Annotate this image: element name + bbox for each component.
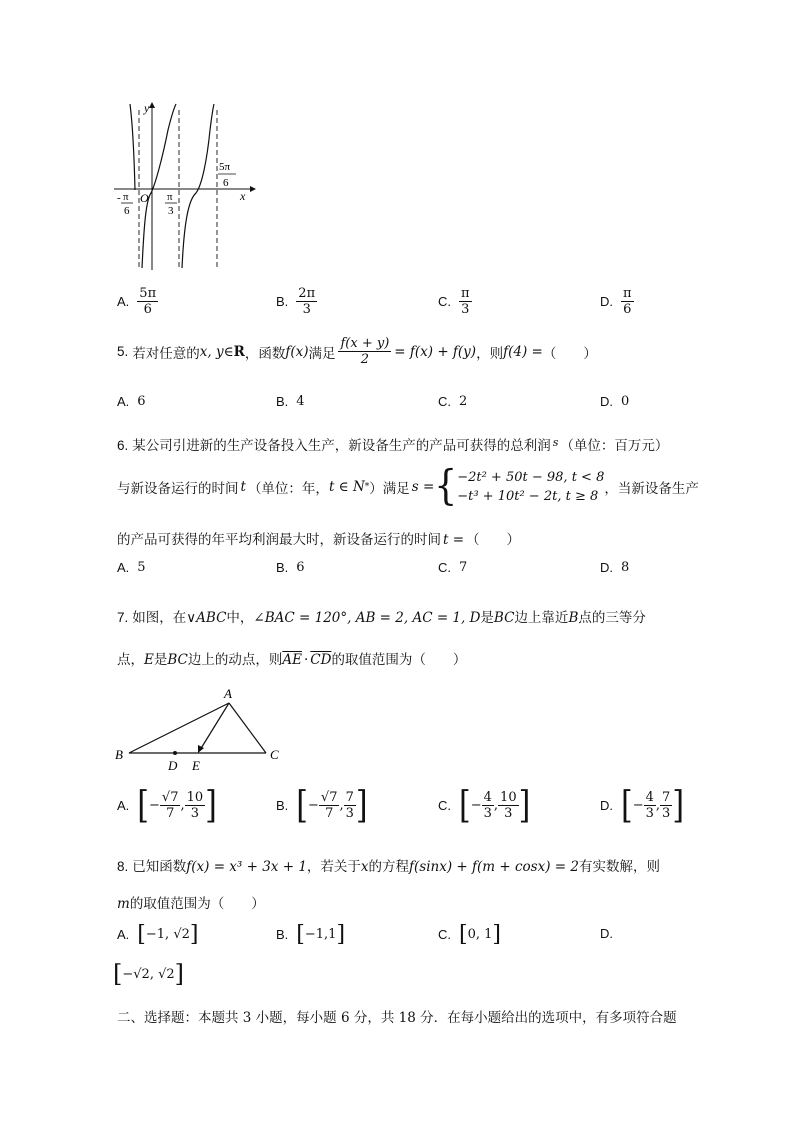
triangle-figure — [110, 683, 290, 773]
q6-option-c[interactable]: C. 7 — [438, 560, 468, 575]
q4-option-a[interactable]: A. $\frac{5\pi}{6}$ — [117, 286, 157, 317]
curve-0 — [130, 104, 135, 190]
q8-option-b[interactable]: B. [ −1,1 ] — [276, 922, 346, 947]
q5-option-b[interactable]: B. 4 — [276, 394, 305, 409]
curve-2 — [182, 104, 214, 268]
section-2-heading: 二、选择题：本题共 3 小题，每小题 6 分，共 18 分．在每小题给出的选项中，有多项符合题 — [117, 1010, 677, 1026]
q7-line-1: 7. 如图，在∨ABC中，∠BAC = 120°, AB = 2, AC = 1, D是BC边上靠近B点的三等分 — [117, 610, 646, 626]
q6-option-d[interactable]: D. 8 — [600, 560, 630, 575]
q7-option-b[interactable]: B. [ − $\frac{√7}{7}$ , $\frac{7}{3}$ ] — [276, 783, 368, 827]
curve-1 — [142, 104, 176, 268]
q7-line-2: 点，E是BC边上的动点，则$\overline{AE} \cdot \overline{CD}$的取值范围为（ ） — [117, 652, 467, 668]
svg-text:6: 6 — [223, 177, 229, 189]
svg-text:5π: 5π — [219, 161, 231, 173]
point-b-label: B — [115, 747, 123, 762]
q4-option-c[interactable]: C. $\frac{\pi}{3}$ — [438, 286, 470, 317]
q7-option-c[interactable]: C. [ − $\frac{4}{3}$ , $\frac{10}{3}$ ] — [438, 783, 531, 827]
q8-option-c[interactable]: C. [ 0, 1 ] — [438, 922, 501, 947]
q4-option-b[interactable]: B. $\frac{2\pi}{3}$ — [276, 286, 316, 317]
q7-option-a[interactable]: A. [ − $\frac{√7}{7}$ , $\frac{10}{3}$ ] — [117, 783, 217, 827]
q8-option-a[interactable]: A. [ −1, √2 ] — [117, 922, 199, 947]
svg-text:π: π — [167, 191, 173, 203]
q6-line-2: 与新设备运行的时间 t （单位：年， t ∈ N * ）满足 s = { −2t² + 50t − 98, t < 8 −t³ + 10t² − 2t, t ≥ 8 ，当新设备生产 — [117, 462, 699, 510]
q4-option-d[interactable]: D. $\frac{\pi}{6}$ — [600, 286, 632, 317]
q6-line-1: 6. 某公司引进新的生产设备投入生产，新设备生产的产品可获得的总利润 $^s$ （单位：百万元） — [117, 436, 669, 454]
svg-text:6: 6 — [124, 205, 130, 217]
x-axis-label: x — [240, 189, 246, 203]
q8-line-1: 8. 已知函数f(x) = x³ + 3x + 1，若关于x的方程f(sinx) + f(m + cosx) = 2有实数解，则 — [117, 859, 660, 875]
point-d-label: D — [168, 758, 178, 773]
q6-line-3: 的产品可获得的年平均利润最大时，新设备运行的时间 t = （ ） — [117, 532, 521, 548]
function-graph — [110, 100, 260, 272]
q5-option-d[interactable]: D. 0 — [600, 394, 630, 409]
point-a-label: A — [224, 686, 232, 701]
q5-option-c[interactable]: C. 2 — [438, 394, 468, 409]
q5-option-a[interactable]: A. 6 — [117, 394, 146, 409]
q8-option-d-value: [ −√2, √2 ] — [113, 960, 185, 988]
neg-sign: - — [117, 192, 121, 204]
svg-text:3: 3 — [168, 205, 174, 217]
q6-option-b[interactable]: B. 6 — [276, 560, 305, 575]
q8-option-d[interactable]: D. — [600, 926, 613, 941]
q8-line-2: m的取值范围为（ ） — [117, 896, 265, 912]
origin-label: O — [140, 191, 149, 205]
q6-option-a[interactable]: A. 5 — [117, 560, 146, 575]
q5-stem: 5. 若对任意的 x, y ∈ R ，函数 f(x) 满足 $\frac{f(x + y)}{2}$ = f(x) + f(y) ，则 f(4) = （ ） — [117, 336, 597, 367]
point-e-label: E — [192, 758, 200, 773]
svg-text:π: π — [123, 191, 129, 203]
q7-option-d[interactable]: D. [ − $\frac{4}{3}$ , $\frac{7}{3}$ ] — [600, 783, 685, 827]
y-axis-label: y — [144, 101, 150, 115]
point-c-label: C — [270, 747, 279, 762]
